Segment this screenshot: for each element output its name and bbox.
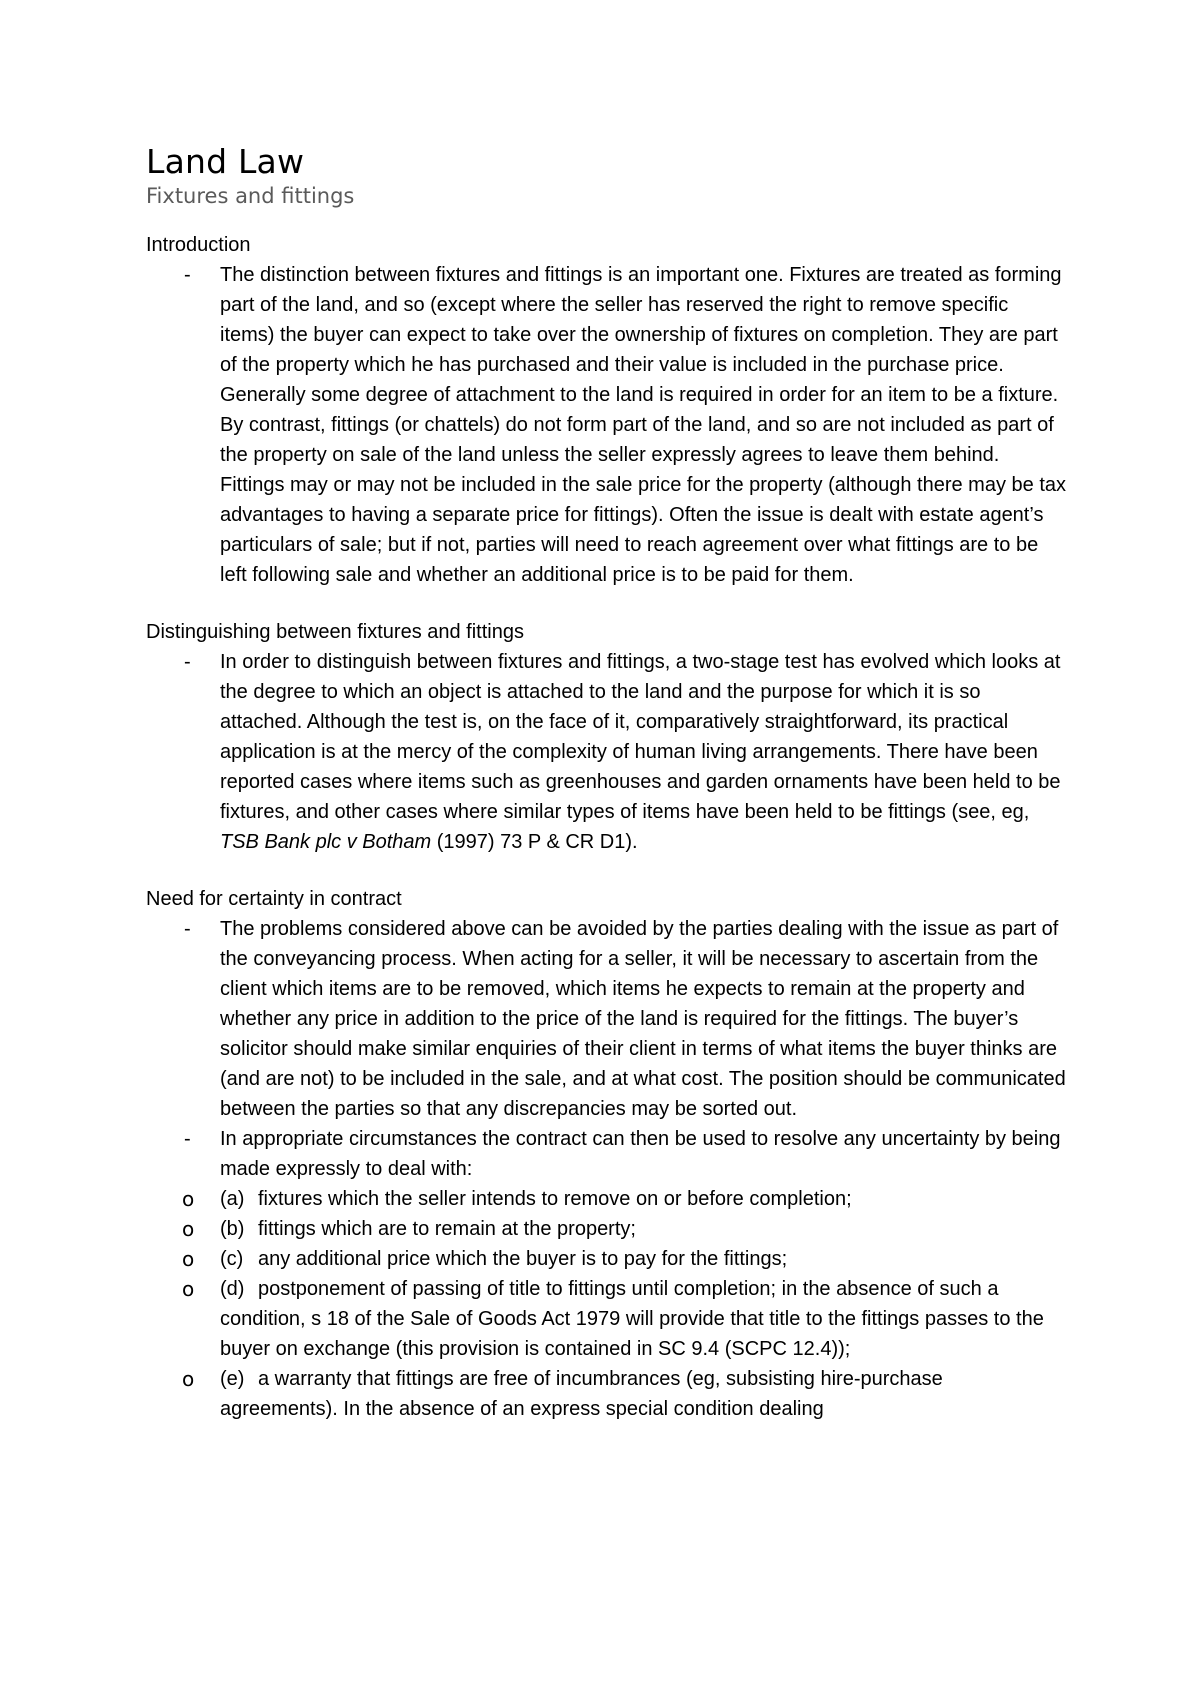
bullet-text: The problems considered above can be avoided by the parties dealing with the issue as part of the conveyancing process. When acting for a seller, it will be necessary to ascertain from the client which items are to be removed, which items he expects to remain at the property and whether any price in addition to the price of the land is required for the fittings. The buyer’s solicitor should make similar enquiries of their client in terms of what items the buyer thinks are (and are not) to be included in the sale, and at what cost. The position should be communicated between the parties so that any discrepancies may be sorted out. <box>220 918 1066 1120</box>
section-introduction <box>146 230 1066 590</box>
section-certainty <box>146 884 1066 1424</box>
bullet-item <box>146 1124 1066 1184</box>
circle-marker: o <box>182 1217 195 1241</box>
bullet-text: In order to distinguish between fixtures and fittings, a two-stage test has evolved which looks at the degree to which an object is attached to the land and the purpose for which it is so attached. Although the test is, on the face of it, comparatively straightforward, its practical application is at the mercy of the complexity of human living arrangements. There have been reported cases where items such as greenhouses and garden ornaments have been held to be fixtures, and other cases where similar types of items have been held to be fittings (see, eg, <box>220 651 1061 823</box>
bullet-item <box>146 260 1066 590</box>
dash-marker: - <box>184 918 191 940</box>
sub-bullet-item <box>146 1244 1066 1274</box>
sub-bullet-item <box>146 1214 1066 1244</box>
case-citation: (1997) 73 P & CR D1). <box>431 831 638 853</box>
document-page <box>146 142 1066 1451</box>
sub-item-letter: (a) <box>220 1188 245 1210</box>
sub-item-letter: (c) <box>220 1248 244 1270</box>
section-heading-certainty: Need for certainty in contract <box>146 888 402 910</box>
circle-marker: o <box>182 1247 195 1271</box>
bullet-list <box>146 260 1066 590</box>
sub-bullet-item <box>146 1364 1066 1424</box>
dash-marker: - <box>184 264 191 286</box>
bullet-item <box>146 914 1066 1124</box>
sub-item-letter: (d) <box>220 1278 245 1300</box>
sub-item-text: fixtures which the seller intends to remove on or before completion; <box>258 1188 852 1210</box>
document-title: Land Law <box>146 142 305 181</box>
sub-item-letter: (e) <box>220 1368 245 1390</box>
case-name: TSB Bank plc v Botham <box>220 831 432 853</box>
sub-item-text: a warranty that fittings are free of incumbrances (eg, subsisting hire-purchase agreements). In the absence of an express special condition dealing <box>220 1368 943 1420</box>
sub-bullet-list <box>146 1184 1066 1424</box>
bullet-text: The distinction between fixtures and fittings is an important one. Fixtures are treated as forming part of the land, and so (except where the seller has reserved the right to remove specific items) the buyer can expect to take over the ownership of fixtures on completion. They are part of the property which he has purchased and their value is included in the purchase price. Generally some degree of attachment to the land is required in order for an item to be a fixture. By contrast, fittings (or chattels) do not form part of the land, and so are not included as part of the property on sale of the land unless the seller expressly agrees to leave them behind. Fittings may or may not be included in the sale price for the property (although there may be tax advantages to having a separate price for fittings). Often the issue is dealt with estate agent’s particulars of sale; but if not, parties will need to reach agreement over what fittings are to be left following sale and whether an additional price is to be paid for them. <box>220 264 1066 586</box>
sub-item-text: fittings which are to remain at the property; <box>258 1218 636 1240</box>
circle-marker: o <box>182 1277 195 1301</box>
document-subtitle: Fixtures and fittings <box>146 184 355 208</box>
circle-marker: o <box>182 1187 195 1211</box>
bullet-item <box>146 647 1066 857</box>
bullet-list <box>146 914 1066 1184</box>
dash-marker: - <box>184 1128 191 1150</box>
sub-item-text: any additional price which the buyer is to pay for the fittings; <box>258 1248 788 1270</box>
sub-item-letter: (b) <box>220 1218 245 1240</box>
sub-bullet-item <box>146 1184 1066 1214</box>
bullet-list <box>146 647 1066 857</box>
bullet-text: In appropriate circumstances the contract can then be used to resolve any uncertainty by being made expressly to deal with: <box>220 1128 1061 1180</box>
section-heading-introduction: Introduction <box>146 234 251 256</box>
section-distinguishing <box>146 617 1066 857</box>
sub-bullet-item <box>146 1274 1066 1364</box>
sub-item-text: postponement of passing of title to fittings until completion; in the absence of such a condition, s 18 of the Sale of Goods Act 1979 will provide that title to the fittings passes to the buyer on exchange (this provision is contained in SC 9.4 (SCPC 12.4)); <box>220 1278 1044 1360</box>
circle-marker: o <box>182 1367 195 1391</box>
dash-marker: - <box>184 651 191 673</box>
section-heading-distinguishing: Distinguishing between fixtures and fittings <box>146 621 524 643</box>
